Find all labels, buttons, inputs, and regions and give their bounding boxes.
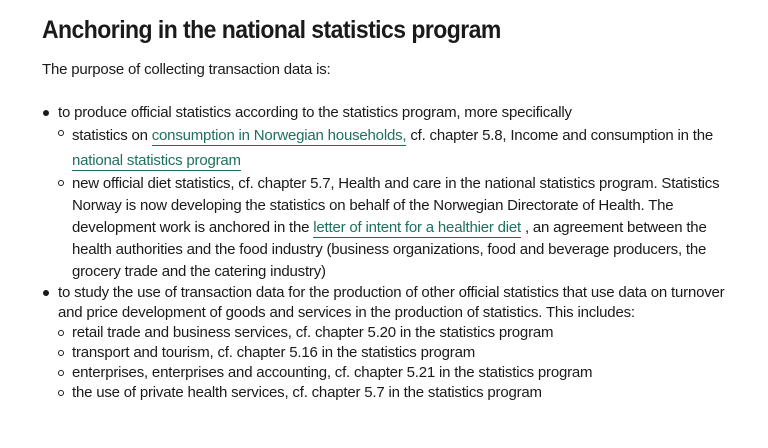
sub-list	[58, 123, 742, 283]
article-section	[42, 14, 742, 403]
sub-item-text: , an agreement between the health authorities and the food industry (business organizations, food and beverage producers, the grocery trade and the catering industry)	[72, 219, 707, 280]
circle-bullet-icon	[58, 370, 64, 376]
circle-bullet-icon	[58, 130, 64, 136]
list-item-text: to produce official statistics according to the statistics program, more specifically	[58, 104, 572, 121]
sub-item-text: enterprises, enterprises and accounting, cf. chapter 5.21 in the statistics program	[72, 364, 593, 381]
sub-list-item	[58, 383, 742, 403]
sub-item-text: cf. chapter 5.8, Income and consumption in the	[406, 127, 713, 144]
purpose-list	[42, 103, 742, 403]
list-item	[42, 103, 742, 283]
sub-item-text: transport and tourism, cf. chapter 5.16 in the statistics program	[72, 344, 476, 361]
bullet-icon	[43, 290, 49, 296]
sub-item-text: new official diet statistics, cf. chapter 5.7, Health and care in the national statistics program. Statistics Norway is now developing the statistics on behalf of the Norwegian Directorate of Health. The development work is anchored in the	[72, 175, 720, 236]
sub-list-item	[58, 123, 742, 173]
consumption-households-link[interactable]: consumption in Norwegian households,	[151, 127, 407, 144]
sub-item-text: retail trade and business services, cf. chapter 5.20 in the statistics program	[72, 324, 554, 341]
bullet-icon	[43, 110, 49, 116]
list-item-text: to study the use of transaction data for the production of other official statistics that use data on turnover and price development of goods and services in the production of statistics. This includes:	[58, 284, 725, 321]
sub-item-text: the use of private health services, cf. chapter 5.7 in the statistics program	[72, 384, 542, 401]
intro-text: The purpose of collecting transaction data is:	[42, 61, 331, 78]
circle-bullet-icon	[58, 390, 64, 396]
letter-of-intent-link[interactable]: letter of intent for a healthier diet	[313, 219, 522, 236]
national-statistics-program-link[interactable]: national statistics program	[72, 152, 241, 169]
sub-list-item	[58, 173, 742, 283]
sub-list-item	[58, 343, 742, 363]
circle-bullet-icon	[58, 350, 64, 356]
sub-list-item	[58, 323, 742, 343]
circle-bullet-icon	[58, 330, 64, 336]
sub-item-text: statistics on	[72, 127, 152, 144]
sub-list	[58, 323, 742, 403]
circle-bullet-icon	[58, 180, 64, 186]
section-heading: Anchoring in the national statistics program	[42, 16, 501, 44]
list-item	[42, 283, 742, 403]
sub-list-item	[58, 363, 742, 383]
